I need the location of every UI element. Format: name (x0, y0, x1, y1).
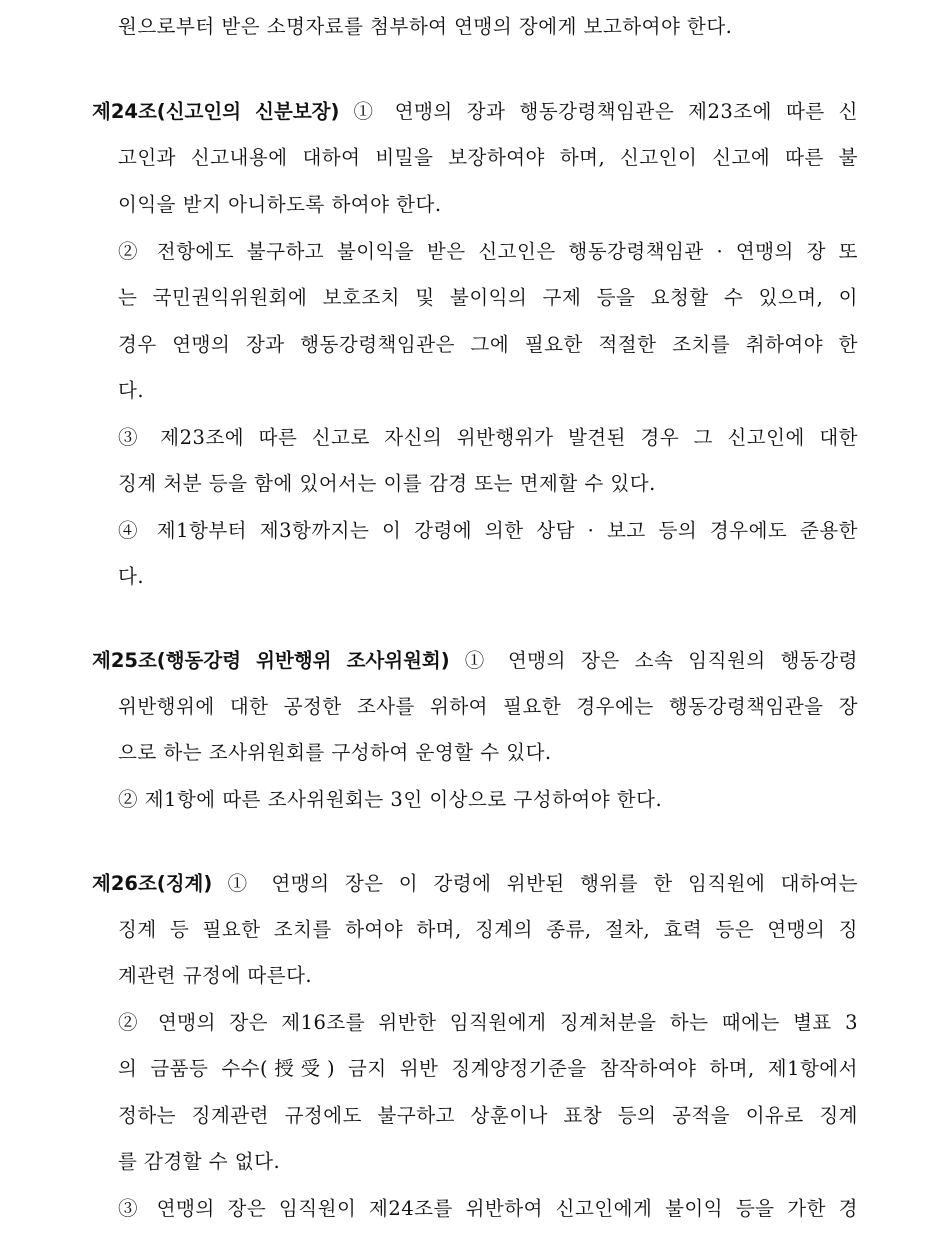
article-26-line: 징계 등 필요한 조치를 하여야 하며, 징계의 종류, 절차, 효력 등은 연맹의 징 (118, 918, 858, 941)
article-25-title: 제25조(행동강령 위반행위 조사위원회) (92, 649, 450, 672)
article-26-line: ③ 연맹의 장은 임직원이 제24조를 위반하여 신고인에게 불이익 등을 가한 경 (118, 1197, 858, 1220)
article-24-line: ④ 제1항부터 제3항까지는 이 강령에 의한 상담 · 보고 등의 경우에도 준용한 (118, 519, 858, 542)
article-24-line: 는 국민권익위원회에 보호조치 및 불이익의 구제 등을 요청할 수 있으며, 이 (118, 286, 858, 309)
article-24-line: 다. (118, 379, 145, 402)
article-26-line: 를 감경할 수 없다. (118, 1150, 281, 1173)
article-24-title: 제24조(신고인의 신분보장) (92, 100, 340, 123)
article-26-line: 정하는 징계관련 규정에도 불구하고 상훈이나 표창 등의 공적을 이유로 징계 (118, 1104, 858, 1127)
article-26-title: 제26조(징계) (92, 872, 213, 895)
article-24-heading-line (92, 100, 858, 124)
article-26-line: 계관련 규정에 따른다. (118, 964, 313, 987)
article-24-line: 징계 처분 등을 함에 있어서는 이를 감경 또는 면제할 수 있다. (118, 472, 656, 495)
article-26-line: ② 연맹의 장은 제16조를 위반한 임직원에게 징계처분을 하는 때에는 별표 3 (118, 1011, 858, 1034)
article-24-line: ② 전항에도 불구하고 불이익을 받은 신고인은 행동강령책임관 · 연맹의 장 또 (118, 240, 858, 263)
article-25-line: 으로 하는 조사위원회를 구성하여 운영할 수 있다. (118, 741, 552, 764)
article-24-first-line: ① 연맹의 장과 행동강령책임관은 제23조에 따른 신 (353, 100, 858, 123)
article-25-first-line: ① 연맹의 장은 소속 임직원의 행동강령 (464, 649, 858, 672)
intro-line: 원으로부터 받은 소명자료를 첨부하여 연맹의 장에게 보고하여야 한다. (118, 15, 733, 38)
article-25-line: ② 제1항에 따른 조사위원회는 3인 이상으로 구성하여야 한다. (118, 788, 663, 811)
article-24-line: 이익을 받지 아니하도록 하여야 한다. (118, 193, 442, 216)
article-24-line: 고인과 신고내용에 대하여 비밀을 보장하여야 하며, 신고인이 신고에 따른 불 (118, 146, 858, 169)
article-26-first-line: ① 연맹의 장은 이 강령에 위반된 행위를 한 임직원에 대하여는 (227, 872, 859, 895)
article-25-line: 위반행위에 대한 공정한 조사를 위하여 필요한 경우에는 행동강령책임관을 장 (118, 695, 858, 718)
article-26-heading-line (92, 872, 858, 896)
article-24-line: 경우 연맹의 장과 행동강령책임관은 그에 필요한 적절한 조치를 취하여야 한 (118, 333, 858, 356)
article-24-line: 다. (118, 565, 145, 588)
article-26-line: 의 금품등 수수(授受) 금지 위반 징계양정기준을 참작하여야 하며, 제1항에서 (118, 1057, 858, 1080)
article-25-heading-line (92, 649, 858, 673)
article-24-line: ③ 제23조에 따른 신고로 자신의 위반행위가 발견된 경우 그 신고인에 대한 (118, 426, 858, 449)
